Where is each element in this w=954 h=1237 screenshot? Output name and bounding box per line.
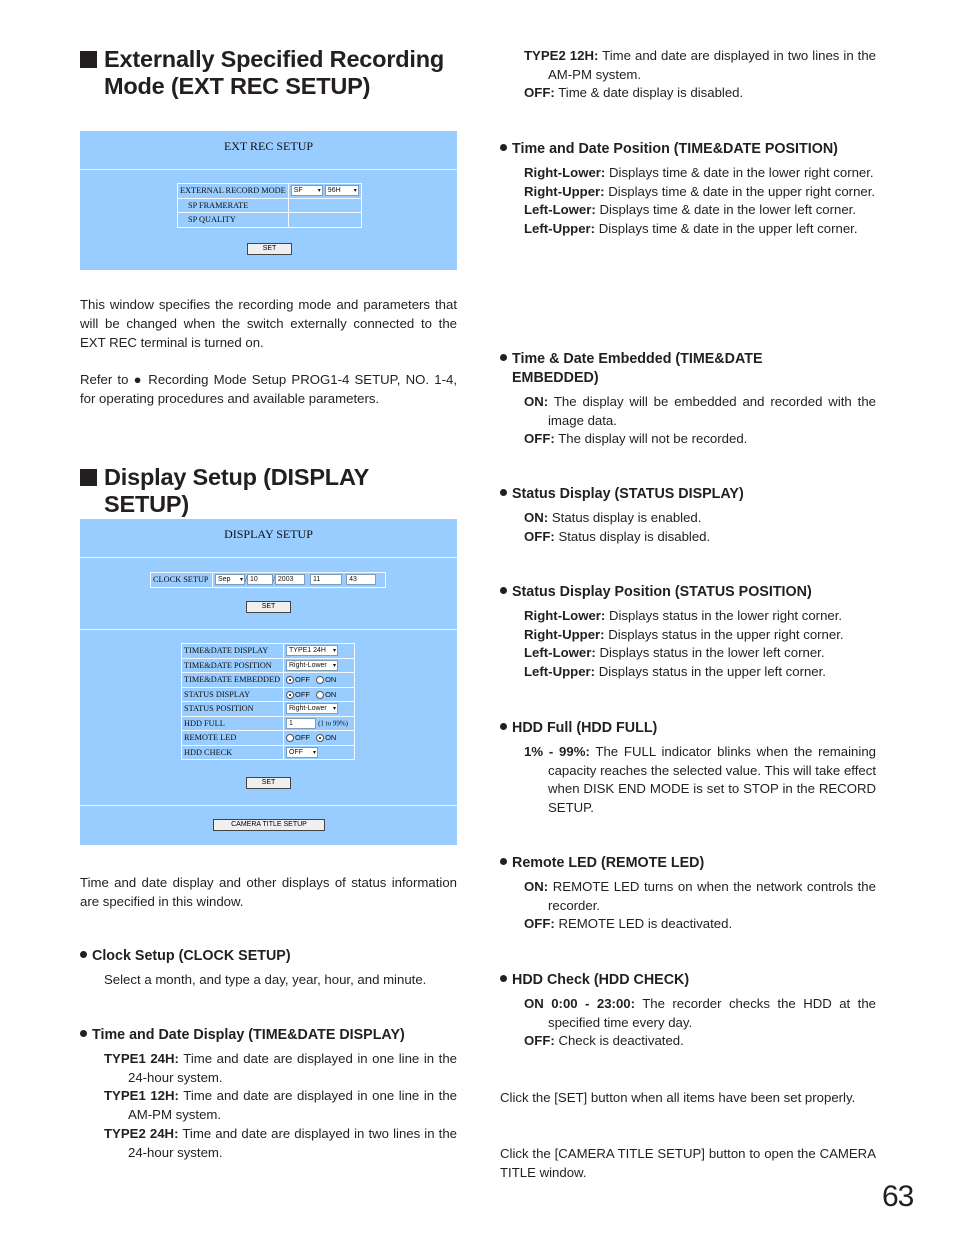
chevron-down-icon: ▾ xyxy=(332,648,336,655)
list-item: TYPE1 12H: Time and date are displayed in one line in the AM-PM system. xyxy=(104,1088,457,1123)
display-panel-title: DISPLAY SETUP xyxy=(224,527,313,541)
list-item: Left-Upper: Displays status in the upper left corner. xyxy=(524,664,826,680)
list-item: ON: Status display is enabled. xyxy=(524,510,702,525)
bullet-icon xyxy=(500,587,507,594)
list-item: ON 0:00 - 23:00: The recorder checks the HDD at the specified time every day. xyxy=(524,996,876,1030)
td-display-defs-cont xyxy=(524,47,876,103)
list-item: Right-Upper: Displays status in the upper right corner. xyxy=(524,626,844,642)
display-options-table xyxy=(181,643,355,760)
clock-year-input[interactable]: 2003 xyxy=(275,574,305,585)
clock-setup-heading: Clock Setup (CLOCK SETUP) xyxy=(80,947,457,966)
table-row xyxy=(178,198,362,213)
td-display-select[interactable]: TYPE1 24H ▾ xyxy=(286,645,338,656)
ext-rec-setup-screen xyxy=(80,131,457,270)
list-item: ON: REMOTE LED turns on when the network controls the recorder. xyxy=(524,879,876,913)
remote-led-defs xyxy=(524,878,876,934)
sp-framerate-label: SP FRAMERATE xyxy=(178,198,289,213)
ext-description: This window specifies the recording mode and parameters that will be changed when the switch externally connected to the EXT REC terminal is turned on. xyxy=(80,297,457,350)
clock-day-input[interactable]: 10 xyxy=(247,574,273,585)
td-embedded-defs xyxy=(524,393,876,449)
hdd-full-defs xyxy=(524,743,876,818)
hdd-full-input[interactable]: 1 xyxy=(286,718,316,729)
divider xyxy=(80,557,457,558)
status-position-heading: Status Display Position (STATUS POSITION) xyxy=(500,583,876,602)
td-display-label: TIME&DATE DISPLAY xyxy=(182,644,284,659)
chevron-down-icon: ▾ xyxy=(312,749,316,756)
chevron-down-icon: ▾ xyxy=(332,706,336,713)
list-item: 1% - 99%: The FULL indicator blinks when the remaining capacity reaches the selected value. This will take effect when DISK END MODE is set to STOP in the RECORD SETUP. xyxy=(524,744,876,816)
table-row: REMOTE LED OFF ON xyxy=(182,731,355,746)
display-description: Time and date display and other displays of status information are specified in this window. xyxy=(80,875,457,909)
td-position-defs xyxy=(524,164,876,239)
clock-set-button[interactable]: SET xyxy=(246,601,291,613)
status-position-defs xyxy=(524,607,876,682)
display-setup-heading: Display Setup (DISPLAY SETUP) xyxy=(80,464,457,518)
divider xyxy=(80,169,457,170)
sp-framerate-value xyxy=(288,198,361,213)
bullet-icon xyxy=(500,489,507,496)
clock-setup-label: CLOCK SETUP xyxy=(151,573,213,588)
table-row xyxy=(182,716,355,731)
divider xyxy=(80,805,457,806)
bullet-icon xyxy=(500,723,507,730)
list-item: Left-Lower: Displays time & date in the lower left corner. xyxy=(524,202,857,218)
status-display-on-radio[interactable] xyxy=(316,691,324,699)
table-row xyxy=(151,573,386,588)
list-item: Left-Upper: Displays time & date in the upper left corner. xyxy=(524,221,858,237)
ext-rec-setup-heading: Externally Specified Recording Mode (EXT REC SETUP) xyxy=(80,46,457,100)
status-display-label: STATUS DISPLAY xyxy=(182,687,284,702)
chevron-down-icon: ▾ xyxy=(317,188,321,195)
chevron-down-icon: ▾ xyxy=(239,577,243,584)
status-position-select[interactable]: Right-Lower ▾ xyxy=(286,703,338,714)
table-row xyxy=(178,184,362,199)
list-item: Right-Upper: Displays time & date in the upper right corner. xyxy=(524,183,876,199)
td-display-defs xyxy=(104,1050,457,1162)
hdd-check-defs xyxy=(524,995,876,1051)
list-item: OFF: Check is deactivated. xyxy=(524,1033,684,1049)
list-item: TYPE2 12H: Time and date are displayed in two lines in the AM-PM system. xyxy=(524,48,876,82)
hdd-check-select[interactable]: OFF ▾ xyxy=(286,747,318,758)
list-item: Right-Lower: Displays time & date in the lower right corner. xyxy=(524,165,874,180)
table-row xyxy=(182,745,355,760)
td-display-heading: Time and Date Display (TIME&DATE DISPLAY) xyxy=(80,1026,457,1045)
bullet-icon xyxy=(500,975,507,982)
status-display-off-radio[interactable] xyxy=(286,691,294,699)
hdd-full-range: (1 to 99%) xyxy=(318,719,349,728)
remote-led-off-radio[interactable] xyxy=(286,734,294,742)
list-item: OFF: Time & date display is disabled. xyxy=(524,85,744,101)
bullet-icon xyxy=(500,858,507,865)
ext-refer-text: Refer to ● Recording Mode Setup PROG1-4 SETUP, NO. 1-4, for operating procedures and available parameters. xyxy=(80,372,457,406)
list-item: TYPE2 24H: Time and date are displayed in two lines in the 24-hour system. xyxy=(104,1125,457,1160)
clock-month-select[interactable]: Sep ▾ xyxy=(215,574,245,585)
clock-setup-table xyxy=(150,572,386,588)
list-item: OFF: REMOTE LED is deactivated. xyxy=(524,916,733,932)
list-item: OFF: The display will not be recorded. xyxy=(524,431,748,447)
bullet-icon xyxy=(500,144,507,151)
table-row xyxy=(182,658,355,673)
hdd-full-label: HDD FULL xyxy=(182,716,284,731)
table-row xyxy=(182,702,355,717)
camera-title-note: Click the [CAMERA TITLE SETUP] button to open the CAMERA TITLE window. xyxy=(500,1146,876,1180)
status-display-defs xyxy=(524,509,876,546)
display-setup-screen xyxy=(80,519,457,845)
list-item: TYPE1 24H: Time and date are displayed in one line in the 24-hour system. xyxy=(104,1051,457,1085)
td-position-heading: Time and Date Position (TIME&DATE POSITION) xyxy=(500,140,876,159)
td-embedded-off-radio[interactable] xyxy=(286,676,294,684)
td-embedded-heading: Time & Date Embedded (TIME&DATE EMBEDDED) xyxy=(500,350,876,388)
hdd-check-label: HDD CHECK xyxy=(182,745,284,760)
ext-record-mode-select[interactable]: SF ▾ xyxy=(291,185,323,196)
remote-led-label: REMOTE LED xyxy=(182,731,284,746)
clock-hour-input[interactable]: 11 xyxy=(310,574,342,585)
td-embedded-label: TIME&DATE EMBEDDED xyxy=(182,673,284,688)
remote-led-heading: Remote LED (REMOTE LED) xyxy=(500,854,876,873)
list-item: OFF: Status display is disabled. xyxy=(524,528,711,544)
display-set-button[interactable]: SET xyxy=(246,777,291,789)
clock-minute-input[interactable]: 43 xyxy=(346,574,376,585)
bullet-icon xyxy=(80,1030,87,1037)
set-note: Click the [SET] button when all items have been set properly. xyxy=(500,1090,856,1105)
chevron-down-icon: ▾ xyxy=(353,188,357,195)
ext-rec-table xyxy=(177,183,362,228)
list-item: Right-Lower: Displays status in the lower right corner. xyxy=(524,608,843,623)
clock-setup-desc: Select a month, and type a day, year, hour, and minute. xyxy=(104,972,427,987)
bullet-icon xyxy=(80,951,87,958)
page-number: 63 xyxy=(882,1180,914,1213)
chevron-down-icon: ▾ xyxy=(332,662,336,669)
set-button[interactable]: SET xyxy=(247,243,292,255)
ext-record-mode-label: EXTERNAL RECORD MODE xyxy=(178,184,289,199)
sp-quality-value xyxy=(288,213,361,228)
square-bullet-icon xyxy=(80,51,97,68)
table-row: TIME&DATE EMBEDDED OFF ON xyxy=(182,673,355,688)
camera-title-setup-button[interactable]: CAMERA TITLE SETUP xyxy=(213,819,325,831)
ext-panel-title: EXT REC SETUP xyxy=(223,139,314,153)
td-position-select[interactable]: Right-Lower ▾ xyxy=(286,660,338,671)
status-display-heading: Status Display (STATUS DISPLAY) xyxy=(500,485,876,504)
divider xyxy=(80,629,457,630)
remote-led-on-radio[interactable] xyxy=(316,734,324,742)
table-row xyxy=(182,644,355,659)
square-bullet-icon xyxy=(80,469,97,486)
ext-record-time-select[interactable]: 96H ▾ xyxy=(325,185,359,196)
status-position-label: STATUS POSITION xyxy=(182,702,284,717)
table-row: STATUS DISPLAY OFF ON xyxy=(182,687,355,702)
hdd-check-heading: HDD Check (HDD CHECK) xyxy=(500,971,876,990)
td-position-label: TIME&DATE POSITION xyxy=(182,658,284,673)
hdd-full-heading: HDD Full (HDD FULL) xyxy=(500,719,876,738)
list-item: ON: The display will be embedded and recorded with the image data. xyxy=(524,394,876,428)
td-embedded-on-radio[interactable] xyxy=(316,676,324,684)
table-row xyxy=(178,213,362,228)
bullet-icon xyxy=(500,354,507,361)
list-item: Left-Lower: Displays status in the lower left corner. xyxy=(524,645,825,661)
sp-quality-label: SP QUALITY xyxy=(178,213,289,228)
